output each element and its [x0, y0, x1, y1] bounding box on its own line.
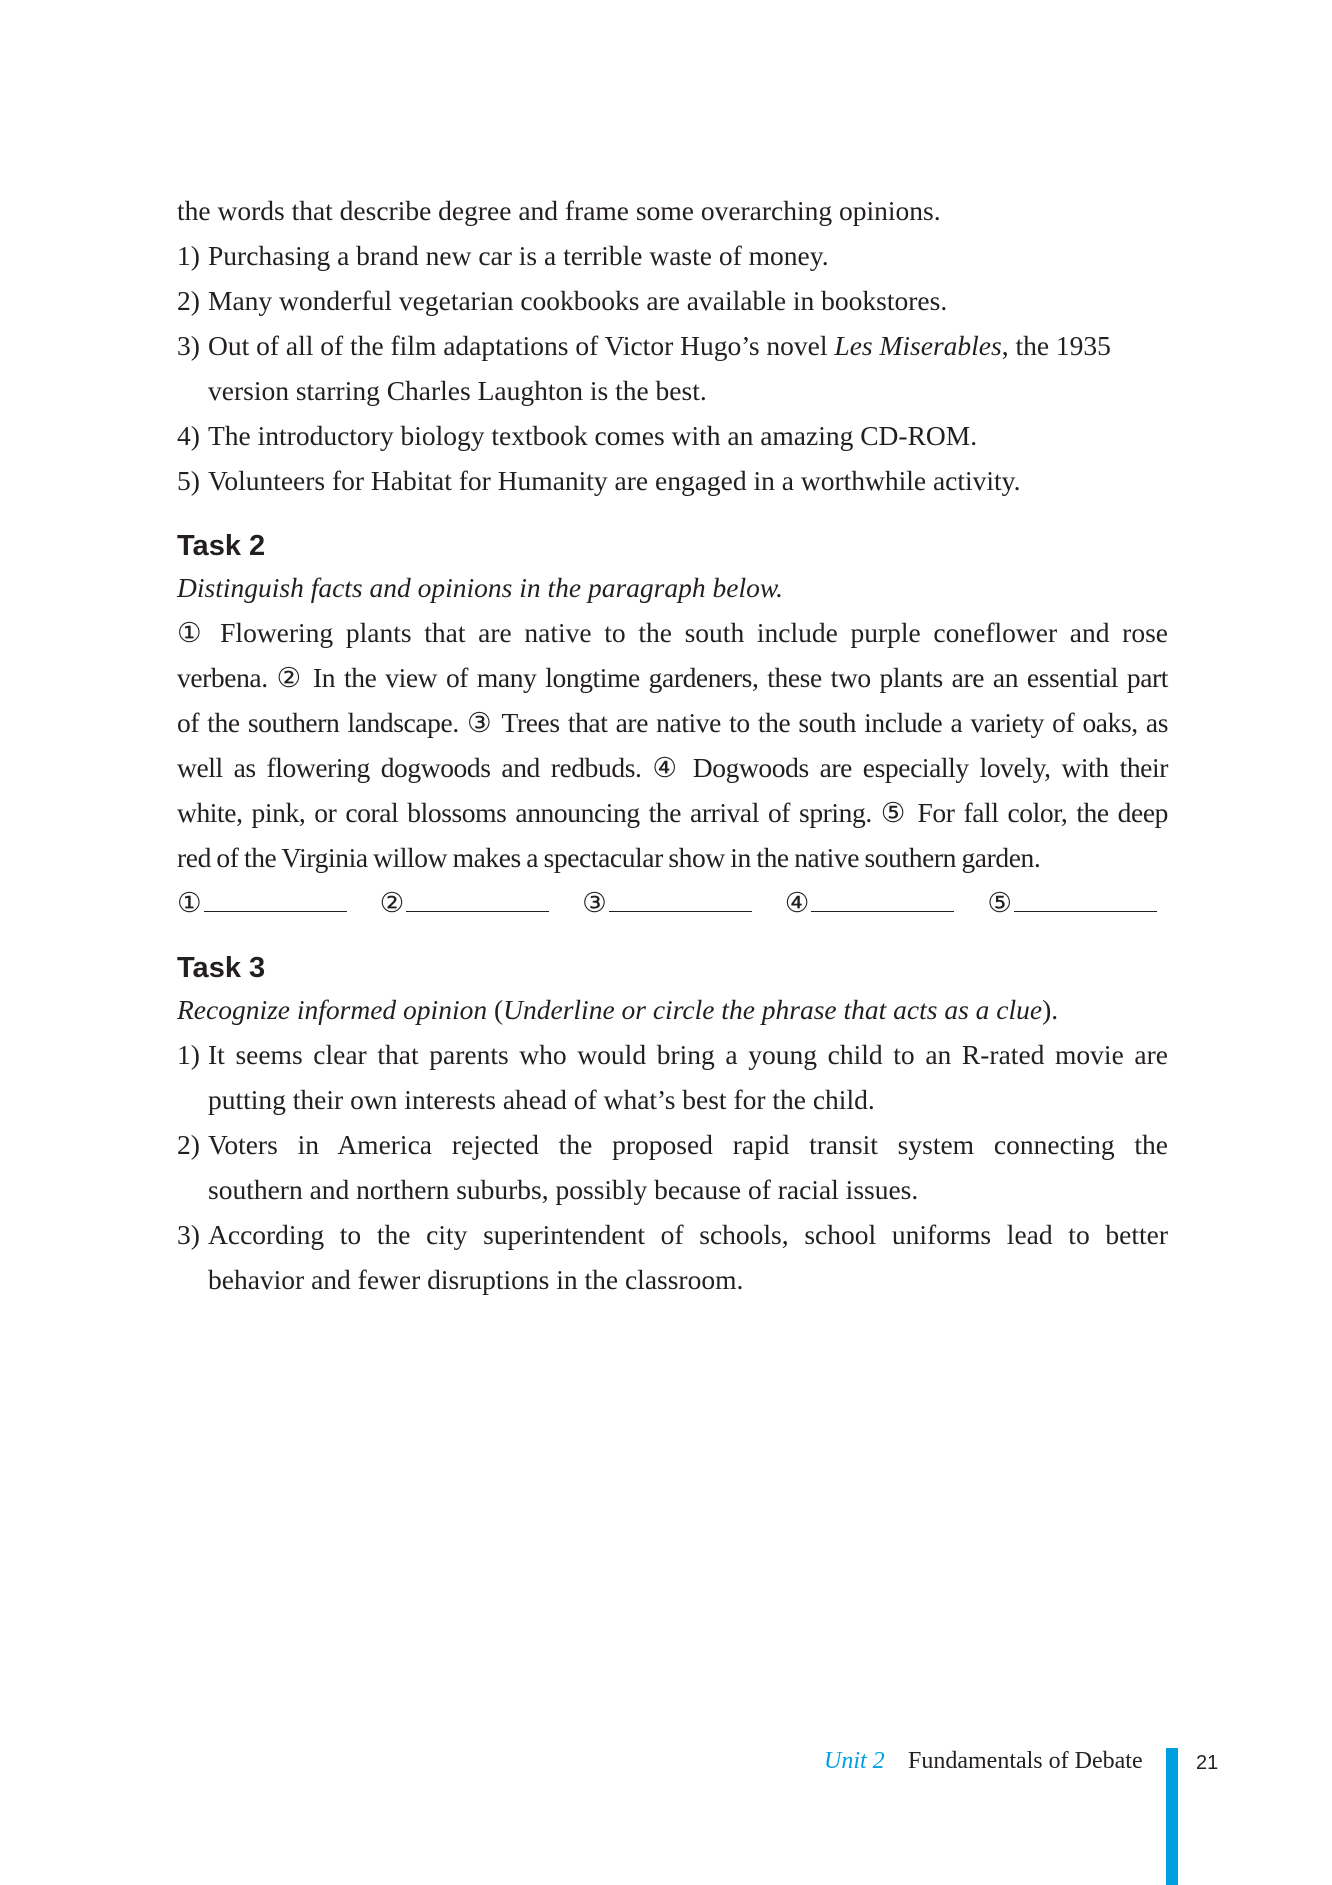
page-content — [177, 188, 1168, 1302]
task3-item-2-continuation: southern and northern suburbs, possibly because of racial issues. — [208, 1174, 919, 1205]
answer-blanks — [177, 880, 1157, 925]
item-number: 1) — [177, 1039, 200, 1070]
intro-item-2 — [177, 278, 1168, 323]
blank-line[interactable] — [811, 881, 954, 912]
task3-item-1 — [177, 1032, 1168, 1077]
item-text: Volunteers for Habitat for Humanity are engaged in a worthwhile activity. — [208, 465, 1021, 496]
task3-item-2 — [177, 1122, 1168, 1167]
item-number: 2) — [177, 1129, 200, 1160]
item-number: 3) — [177, 1219, 200, 1250]
item-number: 5) — [177, 465, 200, 496]
item-text: The introductory biology textbook comes with an amazing CD-ROM. — [208, 420, 978, 451]
answer-blank-2[interactable] — [380, 880, 550, 925]
blank-marker: ⑤ — [987, 887, 1012, 918]
intro-continuation: the words that describe degree and frame some overarching opinions. — [177, 195, 941, 226]
paragraph-line: of the southern landscape. ③ Trees that are native to the south include a variety of oaks, as — [177, 707, 1168, 738]
item-text — [208, 323, 1111, 368]
intro-item-5 — [177, 458, 1168, 503]
answer-blank-1[interactable] — [177, 880, 347, 925]
intro-item-3-continuation: version starring Charles Laughton is the best. — [208, 375, 707, 406]
blank-marker: ③ — [582, 887, 607, 918]
paragraph-line: verbena. ② In the view of many longtime gardeners, these two plants are an essential part — [177, 662, 1168, 693]
item-text: Voters in America rejected the proposed rapid transit system connecting the — [208, 1129, 1168, 1160]
item-text: Many wonderful vegetarian cookbooks are available in bookstores. — [208, 285, 948, 316]
item-number: 4) — [177, 420, 200, 451]
intro-item-3 — [177, 323, 1168, 368]
intro-item-1 — [177, 233, 1168, 278]
novel-title: Les Miserables — [834, 330, 1002, 361]
blank-marker: ④ — [784, 887, 810, 918]
intro-item-4 — [177, 413, 1168, 458]
paragraph-line: ① Flowering plants that are native to the south include purple coneflower and rose — [177, 617, 1168, 648]
item-number: 2) — [177, 285, 200, 316]
task2-paragraph — [177, 610, 1168, 880]
paragraph-line: well as flowering dogwoods and redbuds. ④ Dogwoods are especially lovely, with their — [177, 752, 1168, 783]
task3-instruction — [177, 987, 1168, 1032]
instruction-paren-close: ). — [1042, 994, 1059, 1025]
task2-instruction: Distinguish facts and opinions in the paragraph below. — [177, 572, 784, 603]
item-text-before: Out of all of the film adaptations of Victor Hugo’s novel — [208, 330, 835, 361]
item-text: According to the city superintendent of schools, school uniforms lead to better — [208, 1219, 1168, 1250]
answer-blank-5[interactable] — [987, 880, 1157, 925]
task3-item-3-continuation: behavior and fewer disruptions in the classroom. — [208, 1264, 744, 1295]
task2-heading: Task 2 — [177, 530, 266, 562]
footer-title: Fundamentals of Debate — [908, 1748, 1143, 1774]
task3-item-1-continuation: putting their own interests ahead of what’s best for the child. — [208, 1084, 875, 1115]
blank-line[interactable] — [1014, 881, 1157, 912]
item-text-after: , the 1935 — [1001, 330, 1111, 361]
task3-item-3 — [177, 1212, 1168, 1257]
instruction-paren-open: ( — [487, 994, 504, 1025]
item-text: Purchasing a brand new car is a terrible waste of money. — [208, 240, 829, 271]
blank-line[interactable] — [204, 881, 347, 912]
item-text: It seems clear that parents who would bring a young child to an R-rated movie are — [208, 1039, 1168, 1070]
footer-accent-bar — [1166, 1748, 1178, 1885]
answer-blank-4[interactable] — [785, 880, 955, 925]
item-number: 1) — [177, 240, 200, 271]
page-number: 21 — [1196, 1752, 1219, 1774]
answer-blank-3[interactable] — [582, 880, 752, 925]
paragraph-line: white, pink, or coral blossoms announcing the arrival of spring. ⑤ For fall color, the deep — [177, 797, 1168, 828]
footer-unit-label: Unit 2 — [824, 1748, 885, 1774]
paragraph-line: red of the Virginia willow makes a spectacular show in the native southern garden. — [177, 842, 1041, 873]
instruction-clue: Underline or circle the phrase that acts as a clue — [503, 994, 1043, 1025]
blank-line[interactable] — [609, 881, 752, 912]
item-number: 3) — [177, 330, 200, 361]
blank-marker: ① — [177, 887, 202, 918]
instruction-main: Recognize informed opinion — [177, 994, 488, 1025]
blank-line[interactable] — [406, 881, 549, 912]
task3-heading: Task 3 — [177, 952, 266, 984]
blank-marker: ② — [379, 887, 405, 918]
